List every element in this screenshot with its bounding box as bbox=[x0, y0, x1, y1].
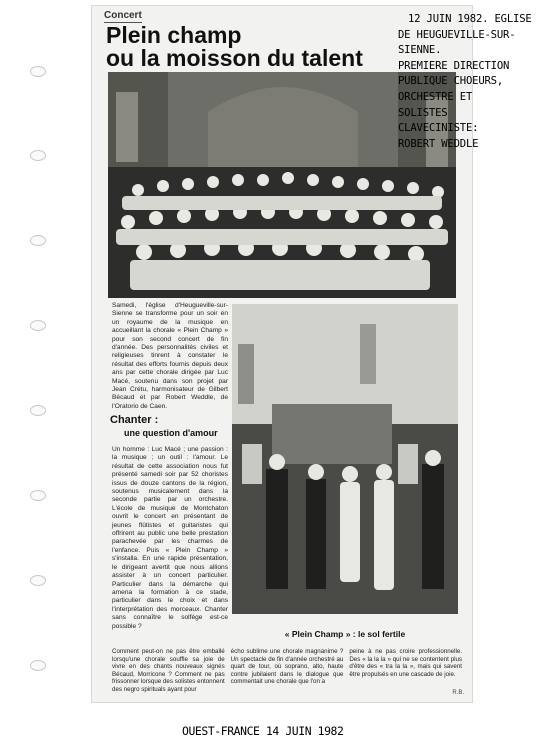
binder-hole bbox=[30, 320, 46, 331]
headline-line-1: Plein champ bbox=[106, 22, 242, 48]
photo-caption: « Plein Champ » : le sol fertile bbox=[284, 629, 406, 639]
author-signature: R.B. bbox=[452, 690, 464, 696]
binder-hole bbox=[30, 235, 46, 246]
article-body: Un homme : Luc Macé ; une passion : la musique ; un outil : l'amour. Le résultat de cette association nous fut présenté samedi soir par 52 choristes issus de douze cantons de la région, soutenus musicalement dans la seconde partie par un orchestre. L'école de musique de Montchaton ouvrit le concert en présentant de jeunes flûtistes et guitaristes qui offrirent au public une belle prestation parachevée par les charmes de l'enfance. Puis « Plein Champ » s'installa. En une rapide présentation, le dirigeant avertit que nous allions assister à un concert particulier. Particulier dans la démarche qui amena la formation à ce stade, particulier dans le choix et dans l'interprétation des morceaux. Chanter sans connaître le solfège est-ce possible ? bbox=[112, 446, 228, 630]
annotation-line: PUBLIQUE CHOEURS, bbox=[398, 75, 504, 88]
annotation-line: SIENNE. bbox=[398, 44, 442, 57]
annotation-line: DE HEUGUEVILLE-SUR- bbox=[398, 28, 516, 41]
binder-hole bbox=[30, 490, 46, 501]
binder-hole bbox=[30, 575, 46, 586]
annotation-line: CLAVECINISTE: bbox=[398, 122, 479, 135]
annotation-line: PREMIERE DIRECTION bbox=[398, 59, 510, 72]
soloists-photo-illustration bbox=[232, 304, 458, 614]
article-intro: Samedi, l'église d'Heugueville-sur-Sienne se transforme pour un soir en un royaume de la musique en accueillant la chorale « Plein Champ » pour son second concert de fin d'année. Des personnalités civiles et religieuses tinrent à constater le résultat des efforts fournis depuis deux ans par cette chorale dirigée par Luc Macé, soutenu dans son projet par Jean Crétu, harmonisateur de Gilbert Bécaud et par Robert Weddle, de l'Oratorio de Caen. bbox=[112, 302, 228, 410]
subhead-line-2: une question d'amour bbox=[124, 428, 218, 438]
annotation-line: 12 JUIN 1982. EGLISE bbox=[408, 13, 532, 25]
section-label: Concert bbox=[104, 10, 142, 21]
headline-line-2: ou la moisson du talent bbox=[106, 45, 363, 71]
subhead-line-1: Chanter : bbox=[110, 414, 159, 426]
annotation-line: ROBERT WEDDLE bbox=[398, 137, 479, 150]
binder-hole bbox=[30, 405, 46, 416]
annotation-line: ORCHESTRE ET bbox=[398, 90, 473, 103]
bottom-columns bbox=[112, 648, 462, 694]
bottom-column-1: Comment peut-on ne pas être emballé lorsqu'une chorale souffle sa joie de vivre en des chants nouveaux signés Bécaud, Morricone ? Comment ne pas frissonner lorsque des solistes entonnent des negro spirituals ayant pour bbox=[112, 648, 225, 693]
binder-hole bbox=[30, 660, 46, 671]
annotation-line: SOLISTES bbox=[398, 106, 448, 119]
binder-hole bbox=[30, 150, 46, 161]
bottom-column-3: peine à ne pas croire professionnelle. Des « la la la » qui ne se contentent plus d'être des « tra la la », mais qui savent être propulsés en une cascade de joie. bbox=[349, 648, 463, 678]
article-subhead bbox=[110, 414, 228, 440]
bottom-column-2: écho sublime une chorale magnanime ? Un spectacle de fin d'année orchestré au quart de tour, où soprano, alto, haute contre jubilaient dans le dialogue que commentait une chorale que l'on a bbox=[230, 648, 344, 686]
handwritten-annotation bbox=[398, 12, 548, 152]
soloists-photo bbox=[232, 304, 458, 614]
binder-hole bbox=[30, 66, 46, 77]
source-annotation: OUEST-FRANCE 14 JUIN 1982 bbox=[182, 724, 344, 738]
